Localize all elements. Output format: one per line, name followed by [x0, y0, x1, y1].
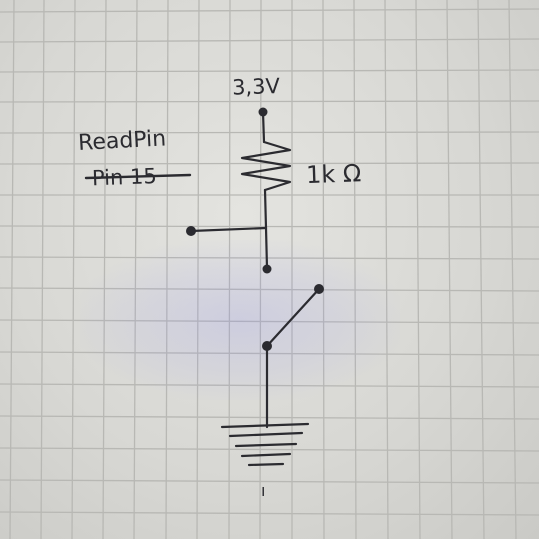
ground-symbol [222, 424, 308, 465]
wire-resistor-to-junction [265, 190, 266, 228]
resistor-symbol [242, 142, 290, 190]
supply-voltage-label: 3,3V [231, 73, 281, 100]
wire-read-pin-branch [191, 228, 266, 231]
resistor-value-label: 1k Ω [305, 159, 362, 190]
wire-supply-to-resistor [263, 112, 264, 142]
ground-mark: ı [261, 481, 266, 500]
wire-junction-to-switch [266, 228, 267, 268]
switch-top-terminal [263, 265, 272, 274]
read-pin-node [186, 226, 196, 236]
struck-pin-label: Pin 15 [91, 164, 158, 191]
switch-lever [267, 289, 319, 346]
read-pin-label: ReadPin [77, 126, 167, 156]
